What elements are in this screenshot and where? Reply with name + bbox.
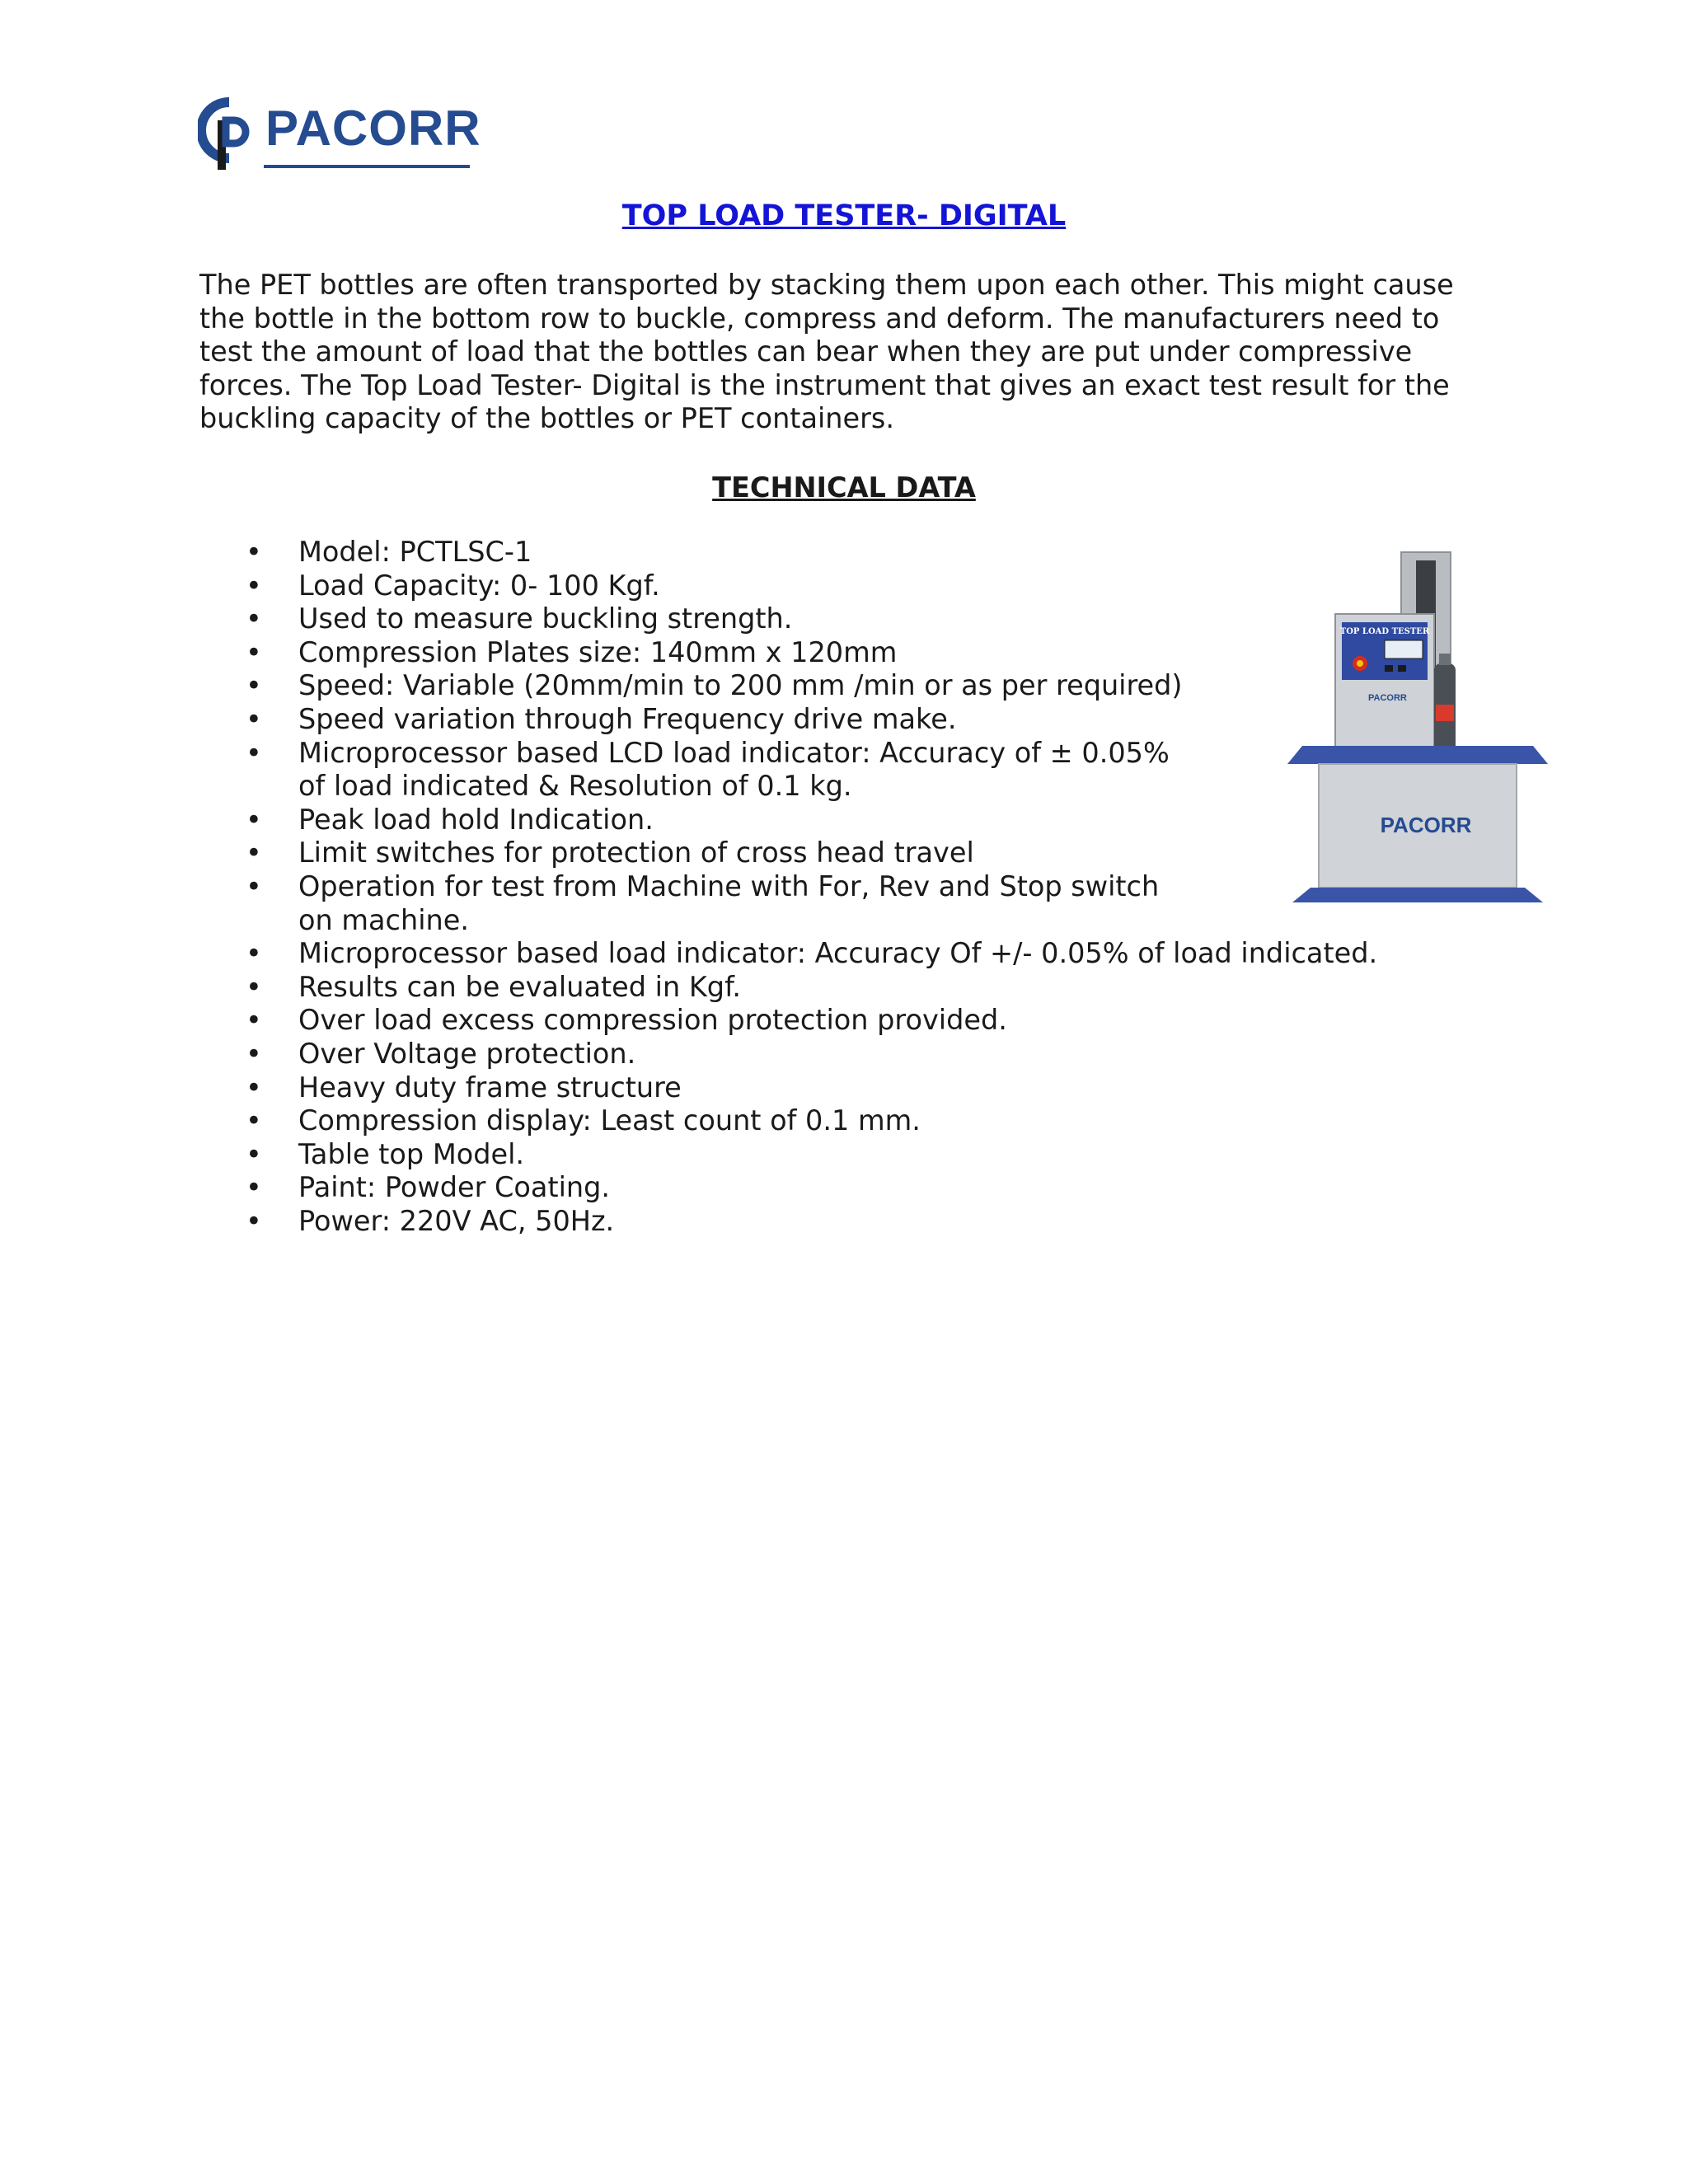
list-item: • Compression Plates size: 140mm x 120mm <box>199 636 1485 670</box>
list-item: • Paint: Powder Coating. <box>199 1171 1485 1205</box>
top-load-tester-image <box>1286 548 1550 911</box>
list-item: • Table top Model. <box>199 1138 1485 1172</box>
list-item: • Over load excess compression protection provided. <box>199 1004 1485 1038</box>
page-title <box>0 198 1688 234</box>
list-item: • Peak load hold Indication. <box>199 804 1485 837</box>
logo-underline <box>264 165 470 168</box>
panel-logo: PACORR <box>1368 693 1407 703</box>
list-item: • Limit switches for protection of cross head travel <box>199 837 1485 870</box>
list-item: • Over Voltage protection. <box>199 1038 1485 1071</box>
list-item: • Operation for test from Machine with For, Rev and Stop switch on machine. <box>199 870 1189 937</box>
intro-paragraph <box>199 269 1502 436</box>
technical-data-heading: TECHNICAL DATA <box>712 471 976 504</box>
list-item: • Speed: Variable (20mm/min to 200 mm /min or as per required) <box>199 669 1189 703</box>
list-item: • Compression display: Least count of 0.1 mm. <box>199 1104 1485 1138</box>
intro-line: forces. The Top Load Tester- Digital is the instrument that gives an exact test result for the <box>199 368 1450 401</box>
intro-line: the bottle in the bottom row to buckle, compress and deform. The manufacturers need to <box>199 302 1440 335</box>
list-item: • Load Capacity: 0- 100 Kgf. <box>199 569 1485 603</box>
list-item: • Microprocessor based LCD load indicator: Accuracy of ± 0.05% of load indicated & Resolution of 0.1 kg. <box>199 737 1189 804</box>
list-item: • Model: PCTLSC-1 <box>199 536 1485 569</box>
title-link[interactable]: TOP LOAD TESTER- DIGITAL <box>621 199 1067 232</box>
intro-line: test the amount of load that the bottles can bear when they are put under compressive <box>199 335 1413 368</box>
list-item: • Heavy duty frame structure <box>199 1071 1485 1105</box>
list-item: • Results can be evaluated in Kgf. <box>199 971 1485 1005</box>
list-item: • Microprocessor based load indicator: Accuracy Of +/- 0.05% of load indicated. <box>199 937 1485 971</box>
base-logo: PACORR <box>1380 813 1472 837</box>
brand-name: PACORR <box>265 101 481 156</box>
list-item: • Used to measure buckling strength. <box>199 602 1485 636</box>
intro-line: buckling capacity of the bottles or PET containers. <box>199 402 894 435</box>
panel-label: TOP LOAD TESTER <box>1339 627 1430 636</box>
intro-line: The PET bottles are often transported by stacking them upon each other. This might cause <box>199 269 1454 301</box>
list-item: • Power: 220V AC, 50Hz. <box>199 1205 1485 1239</box>
list-item: • Speed variation through Frequency drive make. <box>199 703 1485 737</box>
pacorr-p-icon <box>198 97 262 173</box>
pacorr-logo <box>198 97 481 178</box>
